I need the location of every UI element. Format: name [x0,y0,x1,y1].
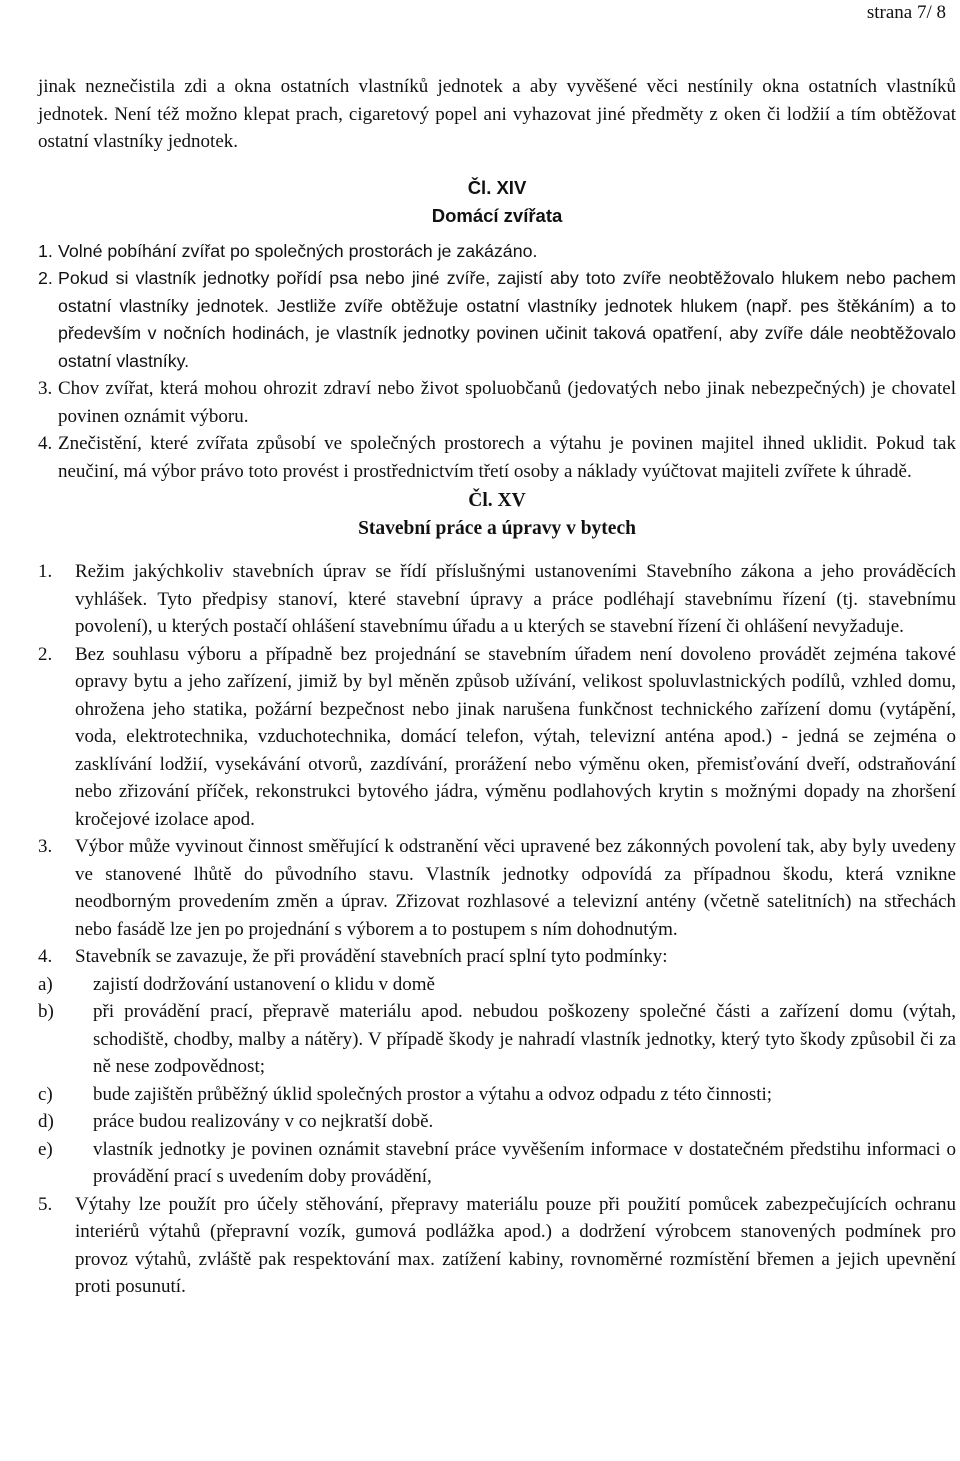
list-item [38,265,956,375]
sub-list-item [38,1136,956,1191]
item-text: Režim jakýchkoliv stavebních úprav se řídí příslušnými ustanoveními Stavebního zákona a jeho prováděcích vyhlášek. Tyto předpisy stanoví, které stavební úpravy a práce podléhají stavebnímu řízení (tj. stavebnímu povolení), u kterých postačí ohlášení stavebnímu úřadu a u kterých se stavební řízení či ohlášení nevyžaduje. [75,561,956,637]
article-15-title: Stavební práce a úpravy v bytech [358,518,636,539]
item-number: 1. [38,561,53,582]
item-number: 2. [38,268,53,288]
item-number: 2. [38,643,53,665]
sub-item-letter: a) [38,973,53,995]
article-14-number: Čl. XIV [467,176,527,198]
item-number: 1. [38,240,53,261]
page-number: strana 7/ 8 [866,2,946,23]
sub-item-letter: d) [38,1111,54,1132]
item-number: 5. [38,1193,53,1215]
sub-list-item [38,1108,956,1136]
item-text: Výtahy lze použít pro účely stěhování, přepravy materiálu pouze při použití pomůcek zabezpečujících ochranu interiérů výtahů (přepravní vozík, gumová podlážka apod.) a dodržení výrobcem stanovených podmínek pro provoz výtahů, zvláště pak respektování max. zatížení kabiny, rovnoměrné rozmístění břemen a jejich upevnění proti posunutí. [75,1193,956,1297]
item-text: Volné pobíhání zvířat po společných prostorách je zakázáno. [58,240,538,261]
item-number: 4. [38,433,53,454]
item-text: Výbor může vyvinout činnost směřující k odstranění věci upravené bez zákonných povolení tak, aby byly uvedeny ve stanovené lhůtě do původního stavu. Vlastník jednotky odpovídá za případnou škodu, která vznikne neodborným provedením změn a úprav. Zřizovat rozhlasové a televizní antény (včetně satelitních) na střechách nebo fasádě lze jen po projednání s výborem a to postupem s ním dohodnutým. [75,836,956,940]
sub-item-text: při provádění prací, přepravě materiálu apod. nebudou poškozeny společné části a zařízení domu (výtah, schodiště, chodby, malby a nátěry). V případě škody je nahradí vlastník jednotky, který tyto škody způsobil či za ně nese zodpovědnost; [93,1001,956,1077]
article-15-number: Čl. XV [468,490,526,511]
sub-list-item [38,1081,956,1109]
sub-list-item [38,971,956,999]
sub-item-letter: b) [38,1001,54,1022]
sub-item-letter: e) [38,1138,53,1160]
sub-item-letter: c) [38,1083,53,1105]
item-text: Stavebník se zavazuje, že při provádění stavebních prací splní tyto podmínky: [75,946,668,967]
list-item [38,641,956,834]
item-number: 4. [38,946,53,967]
list-item [38,375,956,430]
item-text: Znečistění, které zvířata způsobí ve společných prostorech a výtahu je povinen majitel ihned uklidit. Pokud tak neučiní, má výbor právo toto provést i prostřednictvím třetí osoby a náklady vyúčtovat majiteli zvířete k úhradě. [58,433,956,482]
intro-paragraph: jinak neznečistila zdi a okna ostatních vlastníků jednotek a aby vyvěšené věci nestínily okna ostatních vlastníků jednotek. Není též možno klepat prach, cigaretový popel ani vyhazovat jiné předměty z oken či lodžií a tím obtěžovat ostatní vlastníky jednotek. [38,76,956,152]
sub-item-text: vlastník jednotky je povinen oznámit stavební práce vyvěšením informace v dostatečném předstihu informaci o provádění prací s uvedením doby provádění, [93,1138,956,1187]
sub-item-text: práce budou realizovány v co nejkratší době. [93,1111,434,1132]
item-text: Bez souhlasu výboru a případně bez projednání se stavebním úřadem není dovoleno provádět zejména takové opravy bytu a jeho zařízení, jimiž by byl měněn způsob užívání, velikost spoluvlastnických podílů, vzhled domu, ohrožena jeho statika, požární bezpečnost nebo jinak narušena funkčnost technického zařízení domu (vytápění, voda, elektrotechnika, vzduchotechnika, domácí telefon, výtah, televizní anténa apod.) - jedná se zejména o zasklívání lodžií, vysekávání otvorů, zazdívání, prorážení nebo výměnu oken, přemisťování dveří, odstraňování nebo zřizování příček, rekonstrukci bytového jádra, výměnu podlahových krytin s možnými dopady na zhoršení kročejové izolace apod. [75,643,956,830]
list-item [38,833,956,943]
item-number: 3. [38,836,53,857]
list-item [38,430,956,485]
sub-item-text: zajistí dodržování ustanovení o klidu v domě [93,973,435,995]
sub-item-text: bude zajištěn průběžný úklid společných prostor a výtahu a odvoz odpadu z této činnosti; [93,1083,773,1105]
sub-list-item [38,998,956,1081]
item-text: Chov zvířat, která mohou ohrozit zdraví nebo život spoluobčanů (jedovatých nebo jinak nebezpečných) je chovatel povinen oznámit výboru. [58,378,956,427]
list-item [38,1191,956,1301]
article-14-title: Domácí zvířata [431,204,563,226]
list-item [38,943,956,971]
list-item [38,558,956,641]
document-body [38,73,956,1301]
list-item [38,238,956,266]
item-number: 3. [38,378,53,399]
item-text: Pokud si vlastník jednotky pořídí psa nebo jiné zvíře, zajistí aby toto zvíře neobtěžovalo hlukem nebo pachem ostatní vlastníky jednotek. Jestliže zvíře obtěžuje ostatní vlastníky jednotek hlukem (např. pes štěkáním) a to především v nočních hodinách, je vlastník jednotky povinen učinit taková opatření, aby zvíře dále neobtěžovalo ostatní vlastníky. [58,268,956,371]
